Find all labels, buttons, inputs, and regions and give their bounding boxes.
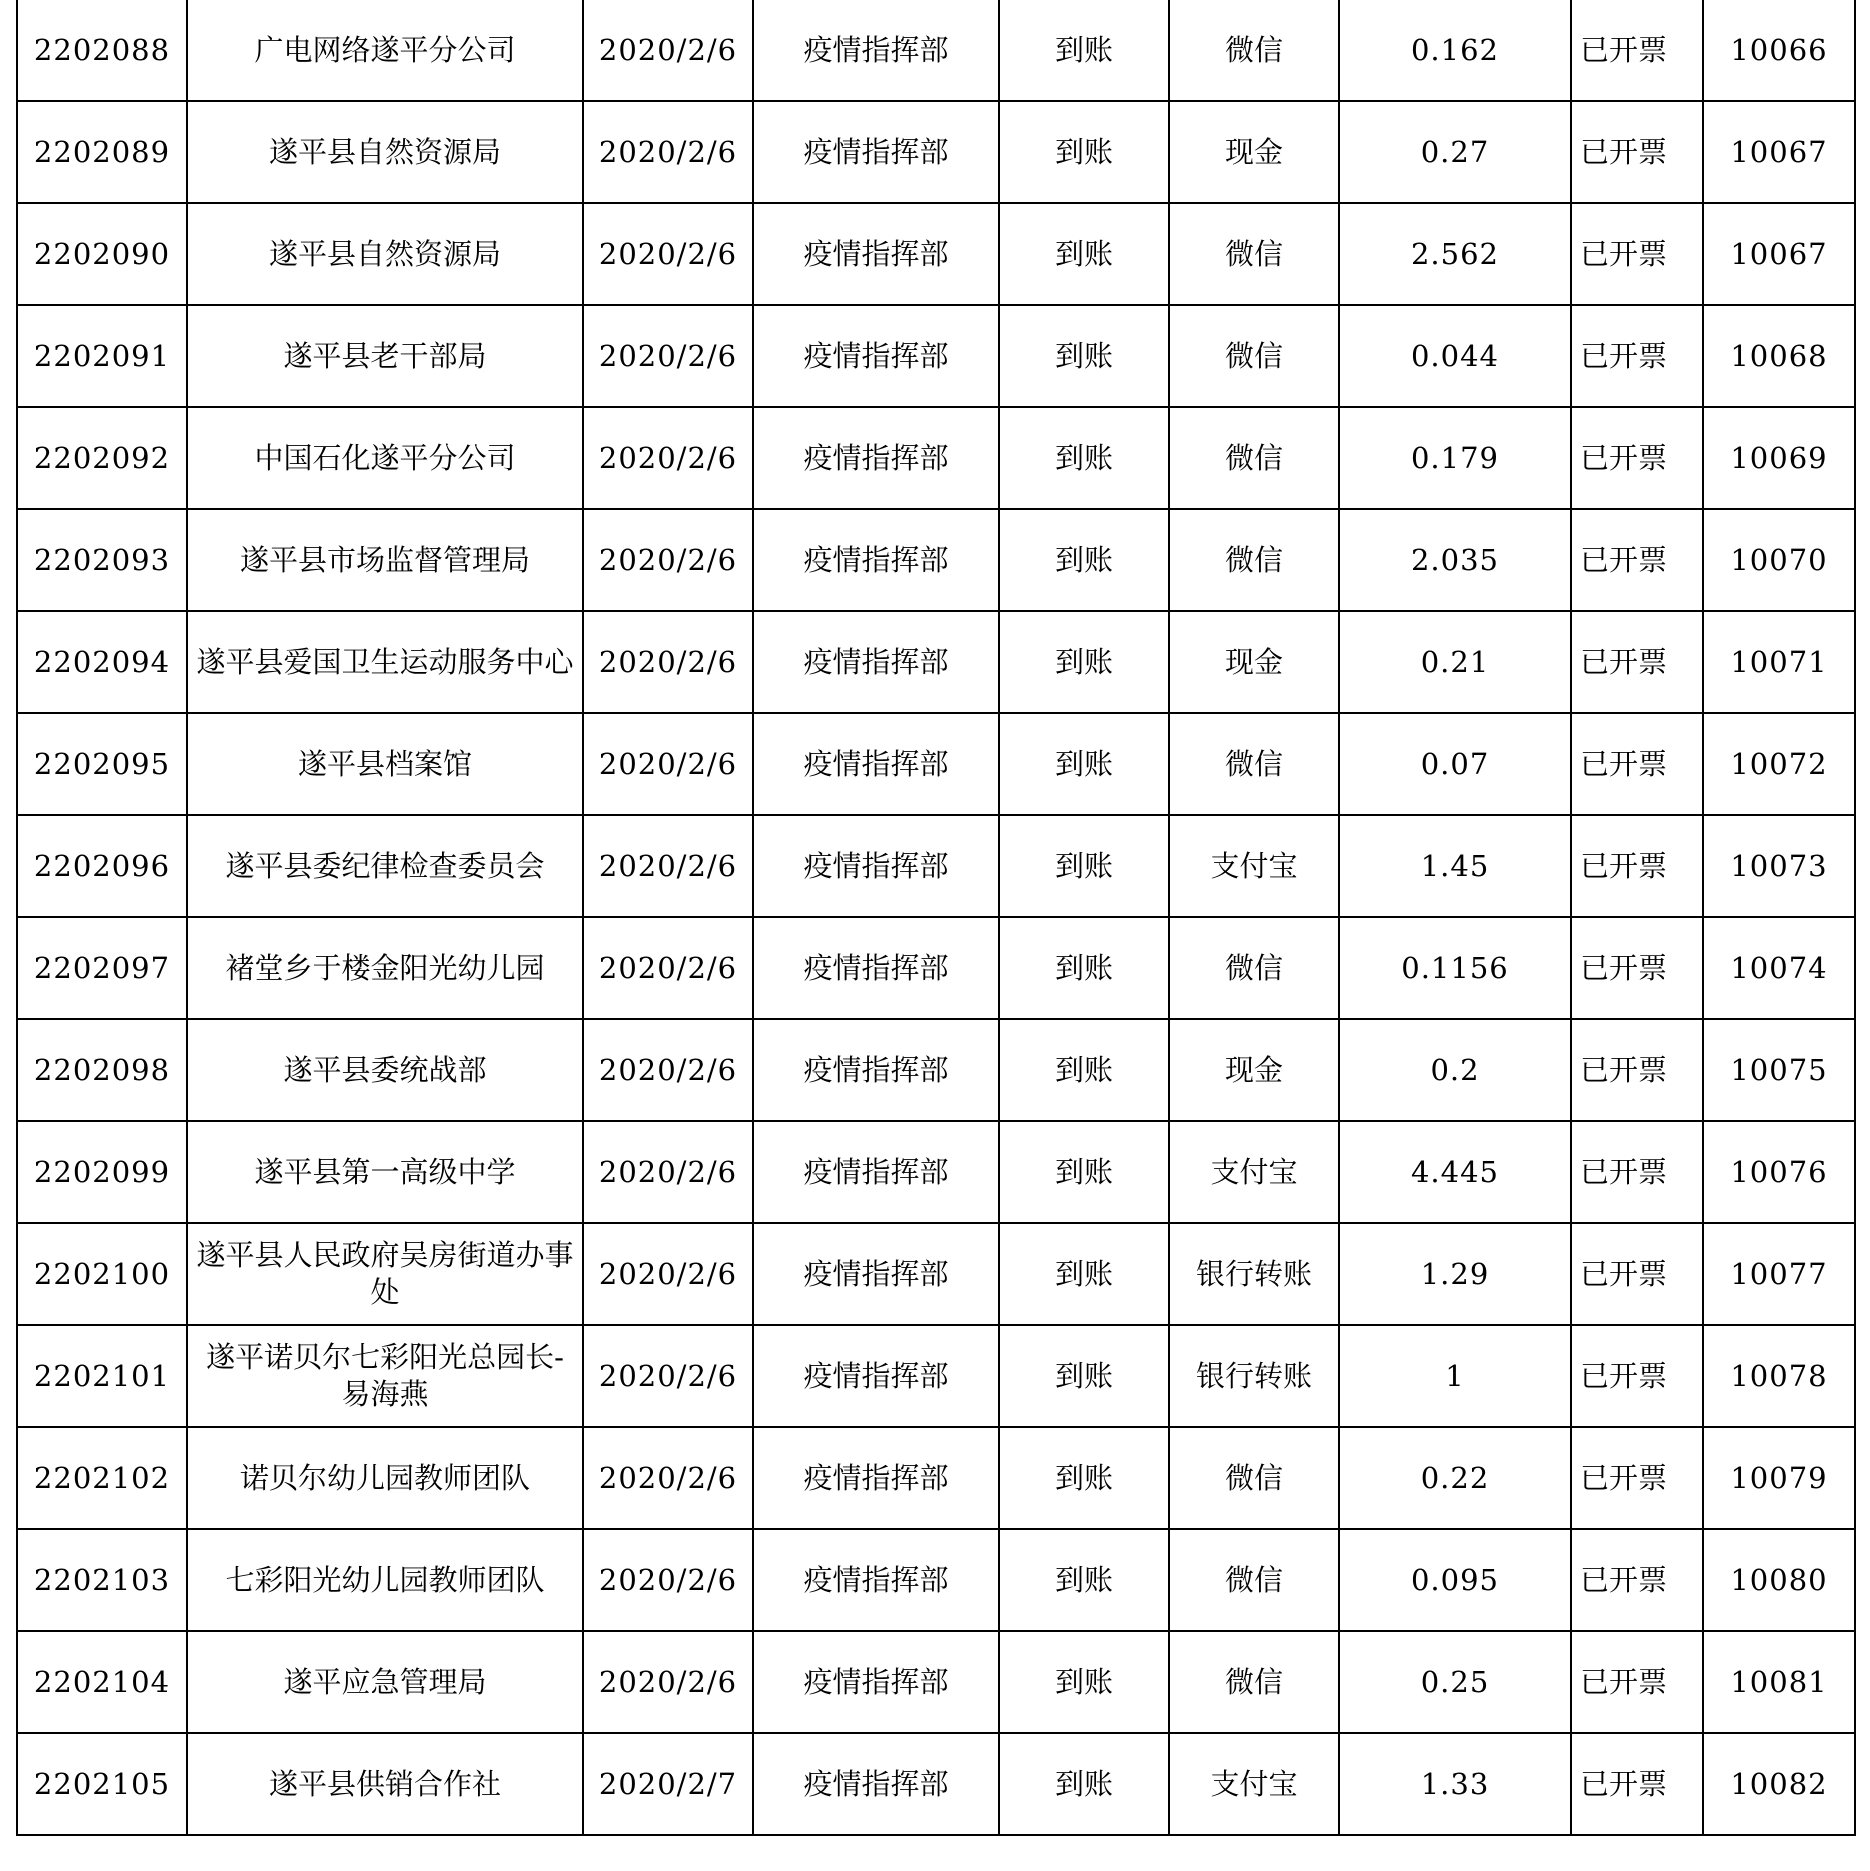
record-id-cell: 2202099 <box>17 1121 187 1223</box>
invoice-status-cell: 已开票 <box>1571 407 1703 509</box>
voucher-number-cell: 10066 <box>1703 0 1855 101</box>
donor-name-cell: 诺贝尔幼儿园教师团队 <box>187 1427 583 1529</box>
amount-cell: 0.1156 <box>1339 917 1571 1019</box>
recipient-cell: 疫情指挥部 <box>753 611 999 713</box>
table-row <box>17 0 1855 101</box>
amount-cell: 2.562 <box>1339 203 1571 305</box>
date-cell: 2020/2/6 <box>583 1529 753 1631</box>
voucher-number-cell: 10073 <box>1703 815 1855 917</box>
invoice-status-cell: 已开票 <box>1571 1223 1703 1325</box>
status-cell: 到账 <box>999 1529 1169 1631</box>
table-row <box>17 1019 1855 1121</box>
invoice-status-cell: 已开票 <box>1571 1121 1703 1223</box>
voucher-number-cell: 10080 <box>1703 1529 1855 1631</box>
recipient-cell: 疫情指挥部 <box>753 305 999 407</box>
payment-method-cell: 微信 <box>1169 1529 1339 1631</box>
record-id-cell: 2202103 <box>17 1529 187 1631</box>
date-cell: 2020/2/6 <box>583 509 753 611</box>
voucher-number-cell: 10082 <box>1703 1733 1855 1835</box>
recipient-cell: 疫情指挥部 <box>753 1529 999 1631</box>
date-cell: 2020/2/6 <box>583 1019 753 1121</box>
donor-name-cell: 遂平县委统战部 <box>187 1019 583 1121</box>
donor-name-cell: 遂平应急管理局 <box>187 1631 583 1733</box>
status-cell: 到账 <box>999 1427 1169 1529</box>
donor-name-cell: 遂平县委纪律检查委员会 <box>187 815 583 917</box>
amount-cell: 0.179 <box>1339 407 1571 509</box>
invoice-status-cell: 已开票 <box>1571 1019 1703 1121</box>
table-row <box>17 203 1855 305</box>
voucher-number-cell: 10072 <box>1703 713 1855 815</box>
status-cell: 到账 <box>999 509 1169 611</box>
invoice-status-cell: 已开票 <box>1571 509 1703 611</box>
donor-name-cell: 七彩阳光幼儿园教师团队 <box>187 1529 583 1631</box>
donor-name-cell: 广电网络遂平分公司 <box>187 0 583 101</box>
record-id-cell: 2202100 <box>17 1223 187 1325</box>
recipient-cell: 疫情指挥部 <box>753 509 999 611</box>
recipient-cell: 疫情指挥部 <box>753 1631 999 1733</box>
amount-cell: 1.29 <box>1339 1223 1571 1325</box>
payment-method-cell: 银行转账 <box>1169 1325 1339 1427</box>
amount-cell: 2.035 <box>1339 509 1571 611</box>
table-row <box>17 1733 1855 1835</box>
table-row <box>17 1529 1855 1631</box>
payment-method-cell: 银行转账 <box>1169 1223 1339 1325</box>
date-cell: 2020/2/6 <box>583 101 753 203</box>
record-id-cell: 2202089 <box>17 101 187 203</box>
payment-method-cell: 微信 <box>1169 1631 1339 1733</box>
amount-cell: 0.21 <box>1339 611 1571 713</box>
voucher-number-cell: 10079 <box>1703 1427 1855 1529</box>
status-cell: 到账 <box>999 1733 1169 1835</box>
voucher-number-cell: 10075 <box>1703 1019 1855 1121</box>
amount-cell: 0.22 <box>1339 1427 1571 1529</box>
status-cell: 到账 <box>999 1223 1169 1325</box>
record-id-cell: 2202092 <box>17 407 187 509</box>
amount-cell: 0.25 <box>1339 1631 1571 1733</box>
table-row <box>17 917 1855 1019</box>
payment-method-cell: 现金 <box>1169 1019 1339 1121</box>
recipient-cell: 疫情指挥部 <box>753 917 999 1019</box>
invoice-status-cell: 已开票 <box>1571 1529 1703 1631</box>
table-row <box>17 101 1855 203</box>
table-row <box>17 815 1855 917</box>
recipient-cell: 疫情指挥部 <box>753 1325 999 1427</box>
status-cell: 到账 <box>999 305 1169 407</box>
record-id-cell: 2202094 <box>17 611 187 713</box>
invoice-status-cell: 已开票 <box>1571 1325 1703 1427</box>
amount-cell: 0.07 <box>1339 713 1571 815</box>
table-row <box>17 1325 1855 1427</box>
record-id-cell: 2202102 <box>17 1427 187 1529</box>
recipient-cell: 疫情指挥部 <box>753 101 999 203</box>
amount-cell: 1 <box>1339 1325 1571 1427</box>
table-row <box>17 509 1855 611</box>
payment-method-cell: 支付宝 <box>1169 815 1339 917</box>
voucher-number-cell: 10081 <box>1703 1631 1855 1733</box>
table-row <box>17 407 1855 509</box>
status-cell: 到账 <box>999 1121 1169 1223</box>
status-cell: 到账 <box>999 713 1169 815</box>
date-cell: 2020/2/6 <box>583 1427 753 1529</box>
invoice-status-cell: 已开票 <box>1571 611 1703 713</box>
payment-method-cell: 微信 <box>1169 305 1339 407</box>
invoice-status-cell: 已开票 <box>1571 713 1703 815</box>
table-row <box>17 1631 1855 1733</box>
date-cell: 2020/2/6 <box>583 407 753 509</box>
recipient-cell: 疫情指挥部 <box>753 713 999 815</box>
invoice-status-cell: 已开票 <box>1571 101 1703 203</box>
date-cell: 2020/2/6 <box>583 0 753 101</box>
invoice-status-cell: 已开票 <box>1571 305 1703 407</box>
donor-name-cell: 中国石化遂平分公司 <box>187 407 583 509</box>
amount-cell: 0.27 <box>1339 101 1571 203</box>
date-cell: 2020/2/6 <box>583 305 753 407</box>
payment-method-cell: 微信 <box>1169 1427 1339 1529</box>
payment-method-cell: 微信 <box>1169 713 1339 815</box>
voucher-number-cell: 10067 <box>1703 101 1855 203</box>
donor-name-cell: 遂平县自然资源局 <box>187 101 583 203</box>
amount-cell: 1.45 <box>1339 815 1571 917</box>
table-row <box>17 1223 1855 1325</box>
voucher-number-cell: 10067 <box>1703 203 1855 305</box>
voucher-number-cell: 10071 <box>1703 611 1855 713</box>
status-cell: 到账 <box>999 1631 1169 1733</box>
voucher-number-cell: 10069 <box>1703 407 1855 509</box>
table-row <box>17 611 1855 713</box>
date-cell: 2020/2/7 <box>583 1733 753 1835</box>
payment-method-cell: 支付宝 <box>1169 1733 1339 1835</box>
date-cell: 2020/2/6 <box>583 917 753 1019</box>
date-cell: 2020/2/6 <box>583 1325 753 1427</box>
voucher-number-cell: 10068 <box>1703 305 1855 407</box>
record-id-cell: 2202104 <box>17 1631 187 1733</box>
date-cell: 2020/2/6 <box>583 203 753 305</box>
donor-name-cell: 遂平县爱国卫生运动服务中心 <box>187 611 583 713</box>
status-cell: 到账 <box>999 815 1169 917</box>
voucher-number-cell: 10077 <box>1703 1223 1855 1325</box>
recipient-cell: 疫情指挥部 <box>753 1427 999 1529</box>
donor-name-cell: 遂平县人民政府吴房街道办事处 <box>187 1223 583 1325</box>
date-cell: 2020/2/6 <box>583 1223 753 1325</box>
record-id-cell: 2202101 <box>17 1325 187 1427</box>
table-row <box>17 713 1855 815</box>
donor-name-cell: 遂平县老干部局 <box>187 305 583 407</box>
voucher-number-cell: 10078 <box>1703 1325 1855 1427</box>
payment-method-cell: 现金 <box>1169 101 1339 203</box>
record-id-cell: 2202090 <box>17 203 187 305</box>
invoice-status-cell: 已开票 <box>1571 815 1703 917</box>
record-id-cell: 2202098 <box>17 1019 187 1121</box>
date-cell: 2020/2/6 <box>583 1121 753 1223</box>
status-cell: 到账 <box>999 407 1169 509</box>
invoice-status-cell: 已开票 <box>1571 1427 1703 1529</box>
voucher-number-cell: 10076 <box>1703 1121 1855 1223</box>
status-cell: 到账 <box>999 203 1169 305</box>
payment-method-cell: 微信 <box>1169 509 1339 611</box>
status-cell: 到账 <box>999 1325 1169 1427</box>
date-cell: 2020/2/6 <box>583 815 753 917</box>
payment-method-cell: 微信 <box>1169 917 1339 1019</box>
recipient-cell: 疫情指挥部 <box>753 407 999 509</box>
date-cell: 2020/2/6 <box>583 713 753 815</box>
donor-name-cell: 遂平县市场监督管理局 <box>187 509 583 611</box>
voucher-number-cell: 10074 <box>1703 917 1855 1019</box>
record-id-cell: 2202088 <box>17 0 187 101</box>
recipient-cell: 疫情指挥部 <box>753 1019 999 1121</box>
invoice-status-cell: 已开票 <box>1571 1631 1703 1733</box>
amount-cell: 4.445 <box>1339 1121 1571 1223</box>
voucher-number-cell: 10070 <box>1703 509 1855 611</box>
status-cell: 到账 <box>999 0 1169 101</box>
record-id-cell: 2202096 <box>17 815 187 917</box>
recipient-cell: 疫情指挥部 <box>753 1223 999 1325</box>
record-id-cell: 2202105 <box>17 1733 187 1835</box>
recipient-cell: 疫情指挥部 <box>753 203 999 305</box>
payment-method-cell: 支付宝 <box>1169 1121 1339 1223</box>
record-id-cell: 2202095 <box>17 713 187 815</box>
amount-cell: 1.33 <box>1339 1733 1571 1835</box>
recipient-cell: 疫情指挥部 <box>753 1733 999 1835</box>
status-cell: 到账 <box>999 101 1169 203</box>
record-id-cell: 2202097 <box>17 917 187 1019</box>
payment-method-cell: 现金 <box>1169 611 1339 713</box>
ledger-body <box>17 0 1855 1835</box>
donor-name-cell: 遂平县自然资源局 <box>187 203 583 305</box>
table-row <box>17 305 1855 407</box>
table-row <box>17 1427 1855 1529</box>
donor-name-cell: 褚堂乡于楼金阳光幼儿园 <box>187 917 583 1019</box>
amount-cell: 0.095 <box>1339 1529 1571 1631</box>
recipient-cell: 疫情指挥部 <box>753 0 999 101</box>
donor-name-cell: 遂平诺贝尔七彩阳光总园长-易海燕 <box>187 1325 583 1427</box>
donor-name-cell: 遂平县档案馆 <box>187 713 583 815</box>
status-cell: 到账 <box>999 611 1169 713</box>
payment-method-cell: 微信 <box>1169 203 1339 305</box>
amount-cell: 0.2 <box>1339 1019 1571 1121</box>
amount-cell: 0.044 <box>1339 305 1571 407</box>
date-cell: 2020/2/6 <box>583 611 753 713</box>
recipient-cell: 疫情指挥部 <box>753 815 999 917</box>
invoice-status-cell: 已开票 <box>1571 0 1703 101</box>
record-id-cell: 2202093 <box>17 509 187 611</box>
recipient-cell: 疫情指挥部 <box>753 1121 999 1223</box>
donor-name-cell: 遂平县第一高级中学 <box>187 1121 583 1223</box>
record-id-cell: 2202091 <box>17 305 187 407</box>
invoice-status-cell: 已开票 <box>1571 203 1703 305</box>
amount-cell: 0.162 <box>1339 0 1571 101</box>
date-cell: 2020/2/6 <box>583 1631 753 1733</box>
invoice-status-cell: 已开票 <box>1571 917 1703 1019</box>
payment-method-cell: 微信 <box>1169 407 1339 509</box>
donation-ledger-table <box>16 0 1856 1836</box>
invoice-status-cell: 已开票 <box>1571 1733 1703 1835</box>
table-row <box>17 1121 1855 1223</box>
status-cell: 到账 <box>999 917 1169 1019</box>
donor-name-cell: 遂平县供销合作社 <box>187 1733 583 1835</box>
payment-method-cell: 微信 <box>1169 0 1339 101</box>
status-cell: 到账 <box>999 1019 1169 1121</box>
